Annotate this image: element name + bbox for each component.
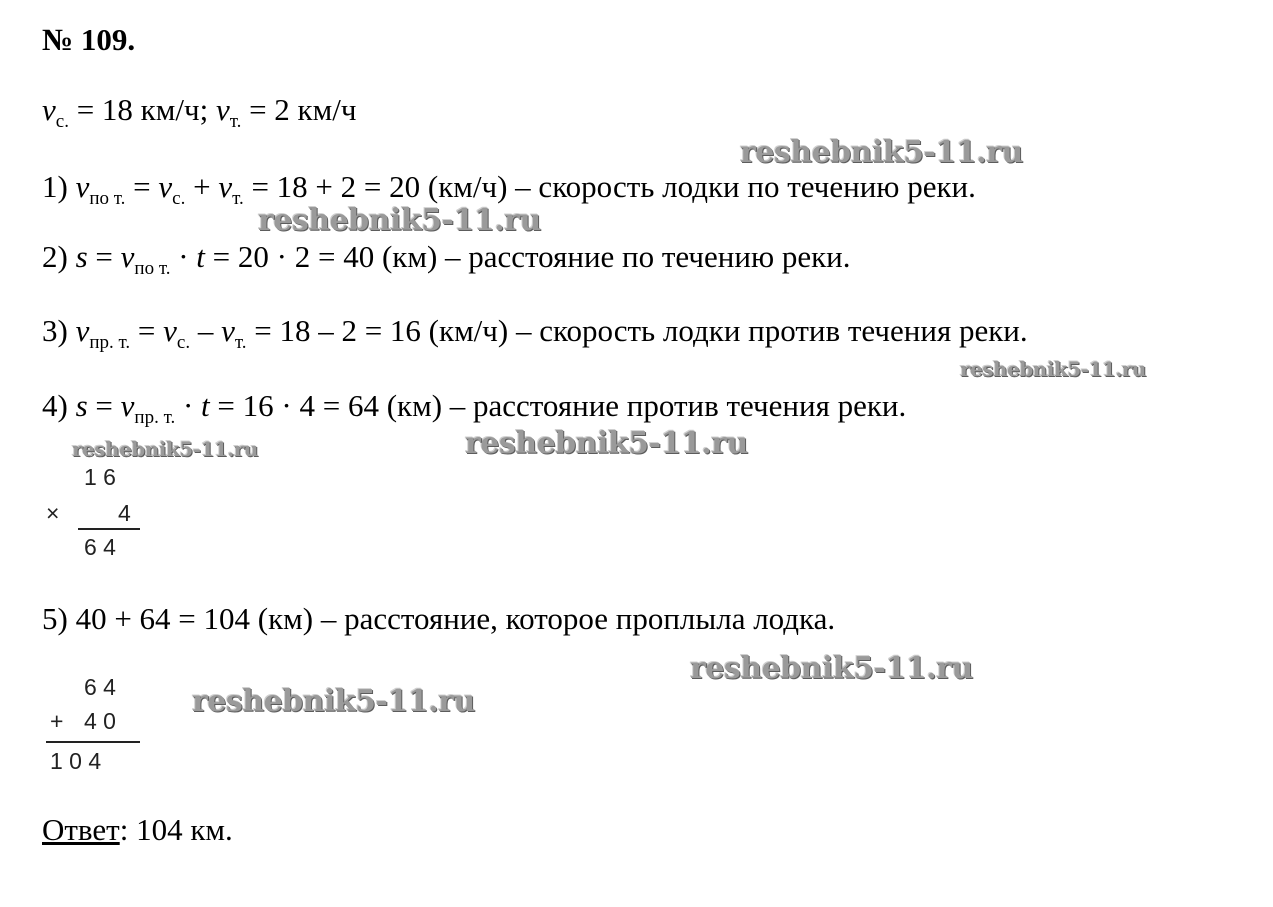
step-3-v2-sub: с. bbox=[176, 332, 191, 353]
given-eq2: = 2 км/ч bbox=[241, 92, 357, 127]
step-3-p1: = bbox=[130, 313, 164, 348]
step-4-p2: · bbox=[175, 388, 202, 423]
mult-rule bbox=[78, 528, 140, 530]
mult-result: 6 4 bbox=[84, 534, 116, 560]
step-1-v: v bbox=[75, 169, 90, 204]
step-1-v-sub: по т. bbox=[89, 188, 126, 209]
given-line bbox=[42, 94, 356, 131]
step-3-p2: – bbox=[190, 313, 222, 348]
watermark: reshebnik5-11.ru bbox=[192, 684, 475, 719]
step-1-p2: + bbox=[185, 169, 219, 204]
given-v2-subscript: т. bbox=[229, 111, 242, 132]
step-1-v2: v bbox=[158, 169, 173, 204]
step-1-num: 1) bbox=[42, 169, 76, 204]
step-1-v3-sub: т. bbox=[232, 188, 244, 209]
watermark: reshebnik5-11.ru bbox=[690, 651, 973, 686]
step-4-t: t bbox=[201, 388, 210, 423]
add-bottom: 4 0 bbox=[84, 708, 116, 734]
step-4-v: v bbox=[120, 388, 135, 423]
step-2-s: s bbox=[75, 239, 88, 274]
step-1-v2-sub: с. bbox=[172, 188, 186, 209]
watermark: reshebnik5-11.ru bbox=[258, 203, 541, 238]
step-1-rest: = 18 + 2 = 20 (км/ч) – скорость лодки по течению реки. bbox=[243, 169, 976, 204]
problem-number: № 109. bbox=[42, 22, 136, 57]
step-2-rest: = 20 · 2 = 40 (км) – расстояние по течению реки. bbox=[204, 239, 851, 274]
step-4-rest: = 16 · 4 = 64 (км) – расстояние против течения реки. bbox=[209, 388, 907, 423]
step-3-v-sub: пр. т. bbox=[89, 332, 131, 353]
step-2-p1: = bbox=[87, 239, 121, 274]
mult-bottom: 4 bbox=[118, 500, 131, 526]
given-v-subscript: с. bbox=[55, 111, 69, 132]
step-4 bbox=[42, 390, 906, 427]
given-v2-symbol: v bbox=[215, 92, 230, 127]
step-3-v2: v bbox=[163, 313, 177, 348]
step-3-rest: = 18 – 2 = 16 (км/ч) – скорость лодки против течения реки. bbox=[246, 313, 1028, 348]
column-multiplication bbox=[42, 460, 152, 570]
step-1-p1: = bbox=[125, 169, 159, 204]
add-rule bbox=[46, 741, 140, 743]
step-4-num: 4) bbox=[42, 388, 76, 423]
watermark: reshebnik5-11.ru bbox=[72, 437, 258, 461]
step-2-v-sub: по т. bbox=[134, 258, 171, 279]
step-4-p1: = bbox=[87, 388, 121, 423]
given-v-symbol: v bbox=[42, 92, 56, 127]
watermark: reshebnik5-11.ru bbox=[740, 135, 1023, 170]
step-1-v3: v bbox=[218, 169, 233, 204]
watermark: reshebnik5-11.ru bbox=[465, 426, 748, 461]
step-3-v3: v bbox=[221, 313, 235, 348]
step-3 bbox=[42, 315, 1028, 352]
step-3-v: v bbox=[75, 313, 90, 348]
mult-top: 1 6 bbox=[84, 464, 116, 490]
step-2-t: t bbox=[196, 239, 205, 274]
given-eq1: = 18 км/ч; bbox=[68, 92, 216, 127]
step-4-s: s bbox=[75, 388, 88, 423]
answer-label: Ответ bbox=[42, 812, 120, 847]
add-operator: + bbox=[50, 708, 64, 734]
step-3-v3-sub: т. bbox=[234, 332, 247, 353]
step-3-num: 3) bbox=[42, 313, 76, 348]
answer-line bbox=[42, 814, 233, 845]
step-4-v-sub: пр. т. bbox=[134, 407, 176, 428]
column-addition bbox=[42, 670, 152, 780]
add-top: 6 4 bbox=[84, 674, 116, 700]
add-result: 1 0 4 bbox=[50, 748, 102, 774]
answer-text: : 104 км. bbox=[119, 812, 233, 847]
step-2 bbox=[42, 241, 851, 278]
step-2-num: 2) bbox=[42, 239, 76, 274]
mult-operator: × bbox=[46, 500, 60, 526]
step-2-v: v bbox=[120, 239, 135, 274]
watermark: reshebnik5-11.ru bbox=[960, 357, 1146, 381]
step-5: 5) 40 + 64 = 104 (км) – расстояние, которое проплыла лодка. bbox=[42, 601, 836, 636]
step-2-p2: · bbox=[170, 239, 197, 274]
